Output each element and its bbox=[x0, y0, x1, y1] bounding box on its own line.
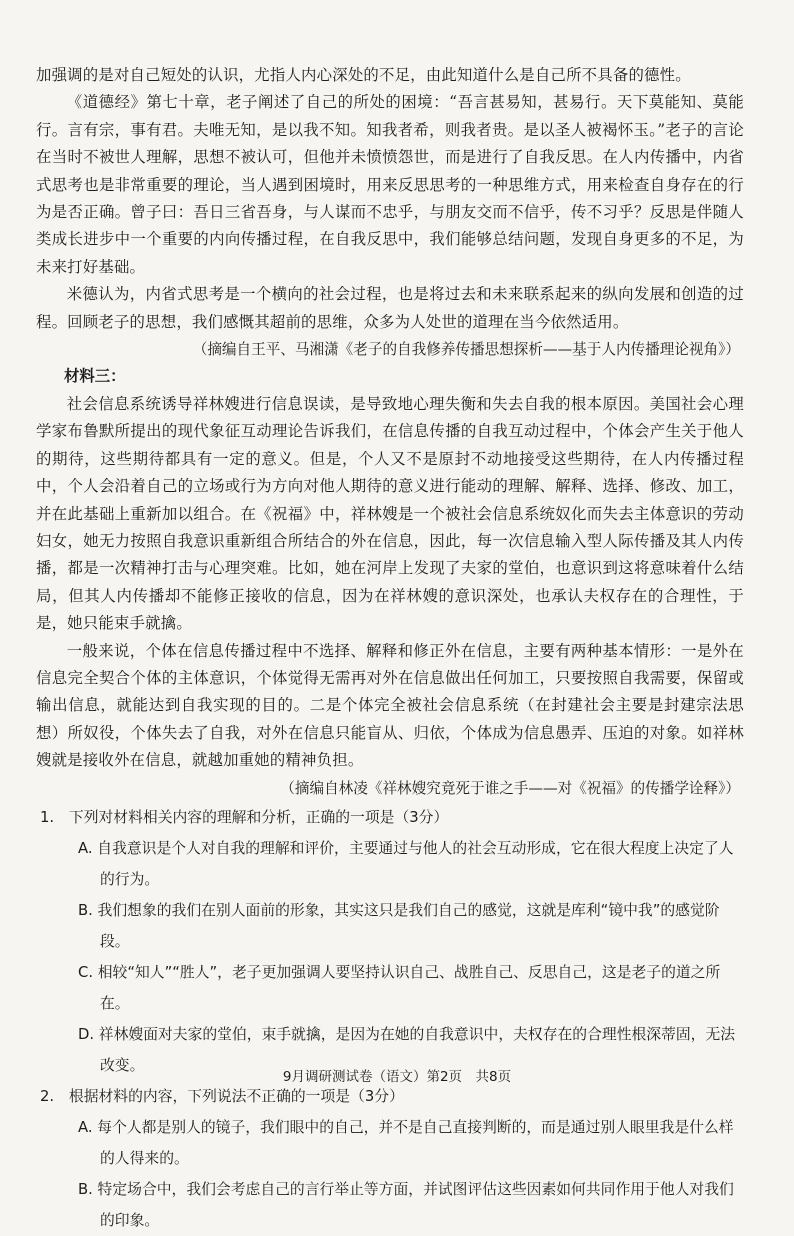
paragraph-daodejing: 《道德经》第七十章，老子阐述了自己的所处的困境：“吾言甚易知，甚易行。天下莫能知、莫能行。言有宗，事有君。夫唯无知，是以我不知。知我者希，则我者贵。是以圣人被褐怀玉。”老子的言论在当时不被世人理解，思想不被认可，但他并未愤愤怨世，而是进行了自我反思。在人内传播中，内省式思考也是非常重要的理论，当人遇到困境时，用来反思思考的一种思维方式，用来检查自身存在的行为是否正确。曾子曰：吾日三省吾身，与人谋而不忠乎，与朋友交而不信乎，传不习乎？反思是伴随人类成长进步中一个重要的内向传播过程，在自我反思中，我们能够总结问题，发现自身更多的不足，为未来打好基础。 bbox=[36, 93, 744, 276]
question-1-stem: 1. 下列对材料相关内容的理解和分析，正确的一项是（3分） bbox=[40, 808, 449, 826]
paragraph-continuation: 加强调的是对自己短处的认识，尤指人内心深处的不足，由此知道什么是自己所不具备的德性。 bbox=[36, 66, 691, 84]
question-2-option-a: A. 每个人都是别人的镜子，我们眼中的自己，并不是自己直接判断的，而是通过别人眼里我是什么样的人得来的。 bbox=[78, 1118, 734, 1167]
question-1-option-a: A. 自我意识是个人对自我的理解和评价，主要通过与他人的社会互动形成，它在很大程度上决定了人的行为。 bbox=[78, 839, 734, 888]
material-3-heading: 材料三： bbox=[64, 367, 126, 386]
source-citation-2: （摘编自王平、马湘潇《老子的自我修养传播思想探析——基于人内传播理论视角》） bbox=[192, 341, 740, 359]
source-citation-3: （摘编自林凌《祥林嫂究竟死于谁之手——对《祝福》的传播学诠释》） bbox=[280, 779, 740, 797]
question-1-option-c: C. 相较“知人”“胜人”，老子更加强调人要坚持认识自己、战胜自己、反思自己，这是老子的道之所在。 bbox=[78, 963, 721, 1012]
page-footer: 9月调研测试卷（语文）第2页 共8页 bbox=[282, 1069, 512, 1085]
paragraph-mead: 米德认为，内省式思考是一个横向的社会过程，也是将过去和未来联系起来的纵向发展和创造的过程。回顾老子的思想，我们感慨其超前的思维，众多为人处世的道理在当今依然适用。 bbox=[36, 285, 744, 331]
paragraph-mat3-2: 一般来说，个体在信息传播过程中不选择、解释和修正外在信息，主要有两种基本情形：一是外在信息完全契合个体的主体意识，个体觉得无需再对外在信息做出任何加工，只要按照自我需要，保留或输出信息，就能达到自我实现的目的。二是个体完全被社会信息系统（在封建社会主要是封建宗法思想）所奴役，个体失去了自我，对外在信息只能盲从、归依，个体成为信息愚弄、压迫的对象。如祥林嫂就是接收外在信息，就越加重她的精神负担。 bbox=[36, 641, 744, 770]
question-2-option-b: B. 特定场合中，我们会考虑自己的言行举止等方面，并试图评估这些因素如何共同作用于他人对我们的印象。 bbox=[78, 1180, 734, 1229]
question-1-option-d: D. 祥林嫂面对夫家的堂伯，束手就擒，是因为在她的自我意识中，夫权存在的合理性根深蒂固，无法改变。 bbox=[78, 1025, 736, 1074]
question-1-option-b: B. 我们想象的我们在别人面前的形象，其实这只是我们自己的感觉，这就是库利“镜中我”的感觉阶段。 bbox=[78, 901, 720, 950]
question-2-stem: 2. 根据材料的内容，下列说法不正确的一项是（3分） bbox=[40, 1087, 404, 1105]
paragraph-mat3-1: 社会信息系统诱导祥林嫂进行信息误读，是导致地心理失衡和失去自我的根本原因。美国社会心理学家布鲁默所提出的现代象征互动理论告诉我们，在信息传播的自我互动过程中，个体会产生关于他人的期待，这些期待都具有一定的意义。但是，个人又不是原封不动地接受这些期待，在人内传播过程中，个人会沿着自己的立场或行为方向对他人期待的意义进行能动的理解、解释、选择、修改、加工，并在此基础上重新加以组合。在《祝福》中，祥林嫂是一个被社会信息系统奴化而失去主体意识的劳动妇女，她无力按照自我意识重新组合所结合的外在信息，因此，每一次信息输入型人际传播及其人内传播，都是一次精神打击与心理突难。比如，她在河岸上发现了夫家的堂伯，也意识到这将意味着什么结局，但其人内传播却不能修正接收的信息，因为在祥林嫂的意识深处，也承认夫权存在的合理性，于是，她只能束手就擒。 bbox=[36, 394, 744, 633]
